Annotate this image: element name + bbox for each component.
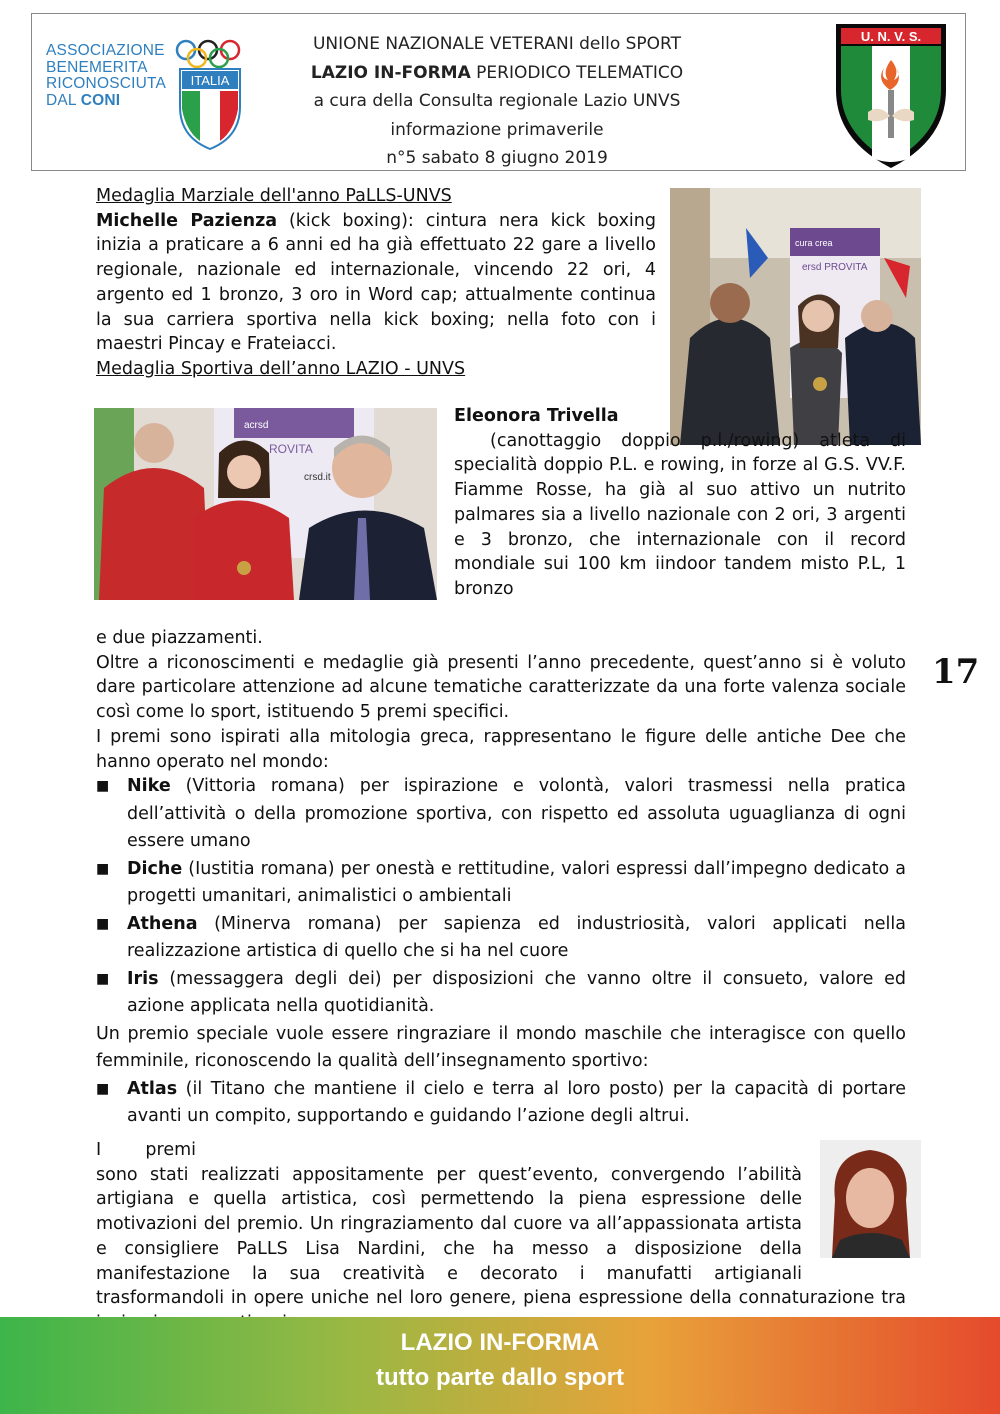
section-sport-body	[454, 404, 906, 602]
award-item-atlas	[96, 1076, 906, 1131]
olympic-rings-icon	[170, 39, 270, 69]
bullet-icon: ■	[96, 778, 110, 794]
award-name: Atlas	[127, 1078, 178, 1099]
masthead-line-1: UNIONE NAZIONALE VETERANI dello SPORT	[312, 34, 682, 54]
intro-paragraph-2: I premi sono ispirati alla mitologia greca, rappresentano le figure delle antiche Dee che hanno operato nel mondo:	[96, 726, 906, 772]
section-martial-medal	[96, 184, 656, 382]
award-text: (Iustitia romana) per onestà e rettitudine, valori espressi dall’impegno dedicato a progetti umanitari, animalistici o ambientali	[127, 858, 906, 906]
section-martial-heading: Medaglia Marziale dell'anno PaLLS-UNVS	[96, 186, 452, 206]
masthead-subtitle: PERIODICO TELEMATICO	[470, 62, 684, 83]
athlete-description-pazienza: (kick boxing): cintura nera kick boxing inizia a praticare a 6 anni ed ha già effettuato 22 gare a livello regionale, nazionale ed internazionale, vincendo 22 ori, 4 argento ed 1 bronzo, 3 oro in Word cap; attualmente continua la sua carriera sportiva nella kick boxing; nella foto con i maestri Pincay e Frateiacci.	[96, 210, 656, 355]
coni-logo-text	[46, 43, 166, 109]
footer-tagline: tutto parte dallo sport	[376, 1364, 624, 1391]
coni-line-3: RICONOSCIUTA	[46, 75, 167, 92]
masthead-title: LAZIO IN-FORMA	[310, 62, 471, 83]
portrait-spacer	[802, 1139, 906, 1263]
awards-list	[96, 773, 906, 1131]
award-text: (messaggera degli dei) per disposizioni che vanno oltre il consueto, valore ed azione applicata nella quotidianità.	[127, 968, 906, 1016]
banner-label-5: crsd.it	[304, 472, 331, 483]
award-text: (il Titano che mantiene il cielo e terra al loro posto) per la capacità di portare avanti un compito, supportando e guidando l’azione degli altrui.	[127, 1078, 906, 1126]
masthead-line-4: informazione primaverile	[390, 119, 604, 140]
footer-title: LAZIO IN-FORMA	[400, 1329, 600, 1356]
award-item-diche	[96, 856, 906, 911]
section-martial-body	[96, 209, 656, 357]
masthead-issue-date: n°5 sabato 8 giugno 2019	[386, 148, 608, 168]
closing-text-wrap	[96, 1138, 906, 1336]
award-name: Athena	[127, 913, 198, 934]
coni-dal: DAL	[46, 91, 77, 109]
main-text	[96, 626, 906, 774]
bullet-icon: ■	[96, 970, 110, 987]
coni-line-1: ASSOCIAZIONE	[46, 42, 165, 59]
section-sport-medal	[454, 404, 906, 602]
section-sport-heading: Medaglia Sportiva dell’anno LAZIO - UNVS	[96, 358, 466, 379]
coni-line-4	[46, 93, 166, 110]
unvs-label: U. N. V. S.	[860, 29, 922, 44]
bullet-icon: ■	[96, 860, 110, 877]
masthead-text	[262, 30, 732, 173]
award-text: (Minerva romana) per sapienza ed industriosità, valori applicati nella realizzazione artistica di quello che si ha nel cuore	[127, 913, 906, 961]
coni-line-2: BENEMERITA	[46, 58, 148, 76]
italia-shield-icon	[176, 67, 244, 151]
page-footer	[0, 1317, 1000, 1414]
award-name: Diche	[127, 858, 183, 879]
athlete-description-trivella: (canottaggio doppio p.l./rowing) atleta di specialità doppio P.L. e rowing, in forze al G.S. VV.F. Fiamme Rosse, ha già al suo attivo un nutrito palmares sia a livello nazionale con 2 ori, 3 argenti e 3 bronzo, che internazionale con il record mondiale sui 100 km iindoor tandem misto P.L, 1 bronzo	[454, 430, 906, 599]
masthead-line-2	[262, 59, 732, 88]
banner-label-1: cura crea	[795, 238, 833, 248]
page-header	[31, 13, 966, 171]
award-text: (Vittoria romana) per ispirazione e volontà, valori trasmessi nella pratica dell’attività o della promozione sportiva, con rispetto ed assoluta uguaglianza di ogni essere umano	[127, 776, 906, 851]
closing-paragraph	[96, 1138, 906, 1336]
closing-text: I premi sono stati realizzati appositamente per quest’evento, convergendo l’abilità artigiana e quella artistica, così permettendo la piena espressione delle motivazioni del premio. Un ringraziamento dal cuore va all’appassionata artista e consigliere PaLLS Lisa Nardini, che ha messo a disposizione della manifestazione la sua creatività e decorato i manufatti artigianali trasformandoli in opere uniche nel loro genere, piena espressione della connaturazione tra	[96, 1140, 906, 1309]
special-award-intro: Un premio speciale vuole essere ringraziare il mondo maschile che interagisce con quello femminile, riconoscendo la qualità dell’insegnamento sportivo:	[96, 1023, 906, 1071]
unvs-shield-logo	[832, 20, 950, 170]
coni-logo	[46, 39, 266, 149]
italia-label: ITALIA	[190, 73, 230, 88]
page-number: 17	[932, 652, 980, 692]
banner-label-4: ROVITA	[269, 442, 313, 456]
banner-label-3: acrsd	[244, 420, 269, 431]
award-name: Nike	[127, 776, 171, 796]
bullet-icon: ■	[96, 915, 110, 932]
athlete-description-tail: e due piazzamenti.	[96, 628, 263, 648]
award-item-iris	[96, 966, 906, 1021]
award-item-athena	[96, 911, 906, 966]
athlete-name-pazienza: Michelle Pazienza	[96, 210, 278, 231]
masthead-line-3: a cura della Consulta regionale Lazio UNVS	[313, 91, 681, 111]
award-name: Iris	[127, 968, 159, 989]
athlete-name-trivella: Eleonora Trivella	[454, 406, 619, 426]
coni-name: CONI	[80, 91, 121, 109]
intro-paragraph-1: Oltre a riconoscimenti e medaglie già presenti l’anno precedente, quest’anno si è voluto dare particolare attenzione ad alcune tematiche caratterizzate da una forte valenza sociale così come lo sport, istituendo 5 premi specifici.	[96, 652, 906, 723]
banner-label-2: ersd PROVITA	[802, 262, 868, 273]
bullet-icon: ■	[96, 1080, 110, 1097]
photo-rowing-award	[94, 408, 437, 600]
award-item-nike	[96, 773, 906, 856]
